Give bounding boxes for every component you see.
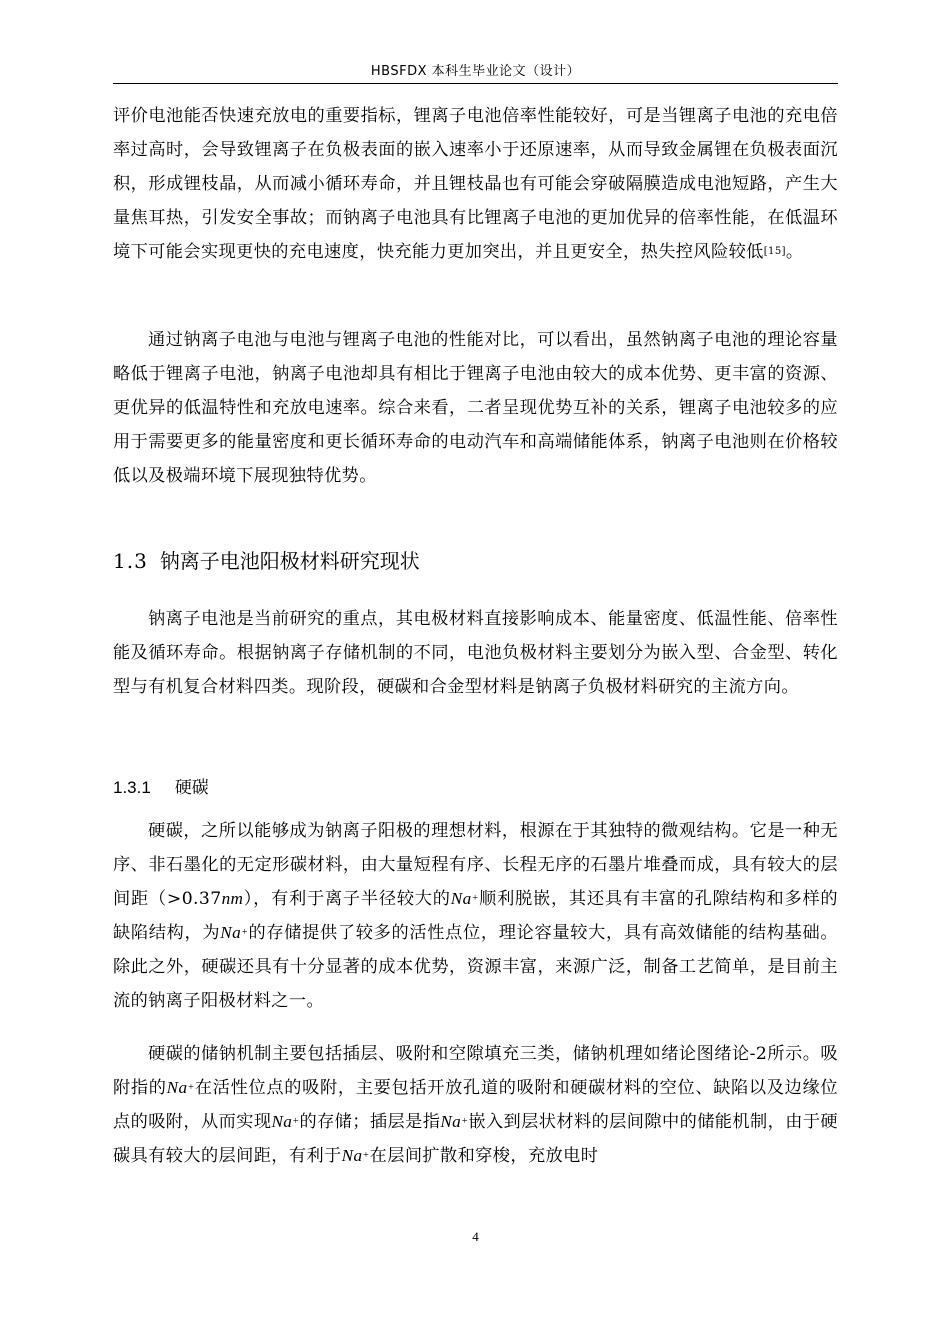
citation: [15] [763, 246, 786, 257]
sodium-ion-symbol: Na+ [440, 1112, 469, 1131]
paragraph-text: 在活性位点的吸附，主要包括开放孔道的吸附和硬碳材料的空位、缺陷以及边缘位点的吸附，从而实现 [113, 1078, 839, 1132]
paragraph-text: 硬碳的储钠机制主要包括插层、吸附和空隙填充三类，储钠机理如绪论图绪论-2所示。吸附指的 [113, 1044, 838, 1098]
subsection-heading [113, 772, 838, 804]
section-number: 1.3 [113, 549, 148, 573]
header-rule [113, 83, 838, 84]
paragraph-5 [113, 1037, 838, 1173]
subsection-title: 硬碳 [174, 778, 209, 798]
paragraph-4 [113, 814, 838, 1018]
paragraph-text: 嵌入到层状材料的层间隙中的储能机制，由于硬碳具有较大的层间距，有利于 [113, 1112, 839, 1166]
paragraph-text: 评价电池能否快速充放电的重要指标，锂离子电池倍率性能较好，可是当锂离子电池的充电倍率过高时，会导致锂离子在负极表面的嵌入速率小于还原速率，从而导致金属锂在负极表面沉积，形成锂枝晶，从而减小循环寿命，并且锂枝晶也有可能会穿破隔膜造成电池短路，产生大量焦耳热，引发安全事故；而钠离子电池具有比锂离子电池的更加优异的倍率性能，在低温环境下可能会实现更快的充电速度，快充能力更加突出，并且更安全，热失控风险较低 [113, 106, 838, 262]
sodium-ion-symbol: Na+ [220, 923, 249, 942]
paragraph-text: 钠离子电池是当前研究的重点，其电极材料直接影响成本、能量密度、低温性能、倍率性能及循环寿命。根据钠离子存储机制的不同，电池负极材料主要划分为嵌入型、合金型、转化型与有机复合材料四类。现阶段，硬碳和合金型材料是钠离子负极材料研究的主流方向。 [113, 609, 838, 697]
running-header: HBSFDX 本科生毕业论文（设计） [370, 64, 581, 79]
paragraph-text: 的存储提供了较多的活性点位，理论容量较大，具有高效储能的结构基础。除此之外，硬碳还具有十分显著的成本优势，资源丰富，来源广泛，制备工艺简单，是目前主流的钠离子阳极材料之一。 [113, 923, 839, 1011]
paragraph-3 [113, 602, 838, 704]
paragraph-text: 在层间扩散和穿梭，充放电时 [369, 1146, 599, 1166]
subsection-number: 1.3.1 [113, 778, 151, 797]
paragraph-text: 。 [785, 242, 804, 262]
paragraph-text: ），有利于离子半径较大的 [243, 889, 451, 909]
section-title: 钠离子电池阳极材料研究现状 [159, 549, 420, 573]
paragraph-text: 通过钠离子电池与电池与锂离子电池的性能对比，可以看出，虽然钠离子电池的理论容量略低于锂离子电池，钠离子电池却具有相比于锂离子电池由较大的成本优势、更丰富的资源、更优异的低温特性和充放电速率。综合来看，二者呈现优势互补的关系，锂离子电池较多的应用于需要更多的能量密度和更长循环寿命的电动汽车和高端储能体系，钠离子电池则在价格较低以及极端环境下展现独特优势。 [113, 330, 838, 486]
sodium-ion-symbol: Na+ [341, 1146, 370, 1165]
unit-nm: nm [221, 889, 244, 908]
paragraph-1 [113, 99, 838, 269]
paragraph-text: 的存储；插层是指 [299, 1112, 441, 1132]
paragraph-text: 顺利脱嵌，其还具有丰富的孔隙结构和多样的缺陷结构，为 [113, 889, 838, 943]
paragraph-2 [113, 323, 838, 493]
paragraph-text: 硬碳，之所以能够成为钠离子阳极的理想材料，根源在于其独特的微观结构。它是一种无序、非石墨化的无定形碳材料，由大量短程有序、长程无序的石墨片堆叠而成，具有较大的层间距（>0.37 [113, 821, 838, 909]
section-heading [113, 543, 838, 579]
page-number: 4 [472, 1229, 479, 1244]
sodium-ion-symbol: Na+ [450, 889, 479, 908]
sodium-ion-symbol: Na+ [166, 1078, 195, 1097]
sodium-ion-symbol: Na+ [271, 1112, 300, 1131]
